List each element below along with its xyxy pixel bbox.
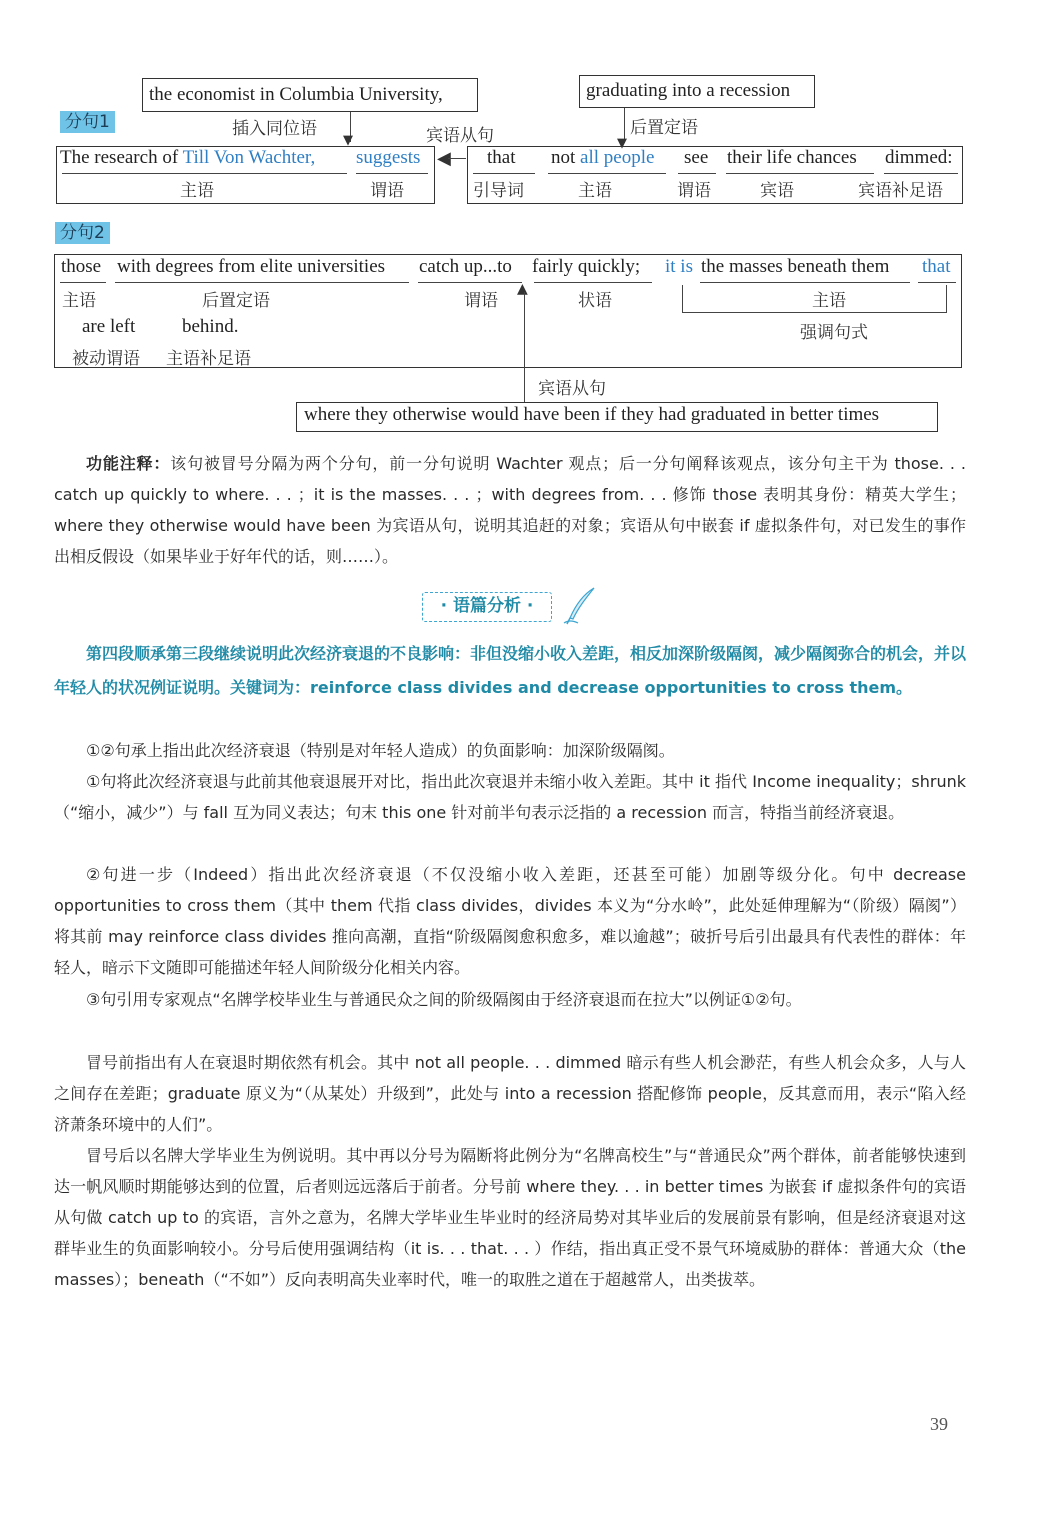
emphasis-bracket: [682, 312, 947, 313]
those-label: 主语: [62, 291, 96, 311]
complement-label: 主语补足语: [166, 349, 251, 369]
arrow-down-icon: ▼: [343, 133, 353, 148]
object-text: their life chances: [727, 147, 857, 168]
degrees-text: with degrees from elite universities: [117, 256, 386, 277]
are-left-text: are left: [82, 316, 136, 337]
quill-pen-icon: [562, 586, 598, 626]
fairly-label: 状语: [578, 291, 612, 311]
section-title: · 语篇分析 ·: [422, 592, 552, 622]
appositive-label: 插入同位语: [232, 119, 317, 139]
behind-text: behind.: [182, 316, 239, 337]
analysis-paragraph-4: ③句引用专家观点“名牌学校毕业生与普通民众之间的阶级隔阂由于经济衰退而在拉大”以例证①②句。: [86, 990, 802, 1009]
analysis-paragraph-2: ①句将此次经济衰退与此前其他衰退展开对比，指出此次衰退并未缩小收入差距。其中 it 指代 Income inequality；shrunk（“缩小，减少”）与 fall 互为同义表达；句末 this one 针对前半句表示泛指的 a recession 而言，特指当前经济衰退。: [54, 772, 966, 822]
analysis-paragraph-5: 冒号前指出有人在衰退时期依然有机会。其中 not all people. . . dimmed 暗示有些人机会渺茫，有些人机会众多，人与人之间存在差距；graduate 原义为“（从某处）升级到”，此处与 into a recession 搭配修饰 people，反其意而用，表示“陷入经济萧条环境中的人们”。: [54, 1053, 966, 1134]
arrow-up-icon: ▲: [517, 281, 528, 297]
analysis-paragraph-3: ②句进一步（Indeed）指出此次经济衰退（不仅没缩小收入差距，还甚至可能）加剧等级分化。句中 decrease opportunities to cross them（其中 them 代指 class divides，divides 本义为“分水岭”，此处延伸理解为“（阶级）隔阂”）将其前 may reinforce class divides 推向高潮，直指“阶级隔阂愈积愈多，难以逾越”；破折号后引出最具有代表性的群体：年轻人，暗示下文随即可能描述年轻人间阶级分化相关内容。: [54, 865, 966, 977]
catchup-text: catch up...to: [419, 256, 512, 277]
masses-text: the masses beneath them: [701, 256, 890, 277]
those-text: those: [61, 256, 102, 277]
that-text: that: [487, 147, 516, 168]
analysis-paragraph-6: 冒号后以名牌大学毕业生为例说明。其中再以分号为隔断将此例分为“名牌高校生”与“普通民众”两个群体，前者能够快速到达一帆风顺时期能够达到的位置，后者则远远落后于前者。分号前 where they. . . in better times 为嵌套 if 虚拟条件句的宾语从句做 catch up to 的宾语，言外之意为，名牌大学毕业生毕业时的经济局势对其毕业后的发展前景有影响，但是经济衰退对这群毕业生的负面影响较小。分号后使用强调结构（it is. . . that. . . ）作结，指出真正受不景气环境威胁的群体：普通大众（the masses）；beneath（“不如”）反向表明高失业率时代，唯一的取胜之道在于超越常人，出类拔萃。: [54, 1146, 966, 1289]
that-label: 引导词: [473, 181, 524, 201]
post-modifier-text: graduating into a recession: [586, 80, 791, 101]
object-label: 宾语: [760, 181, 794, 201]
that-emphasis: that: [922, 256, 951, 277]
page-number: 39: [930, 1414, 948, 1434]
masses-label: 主语: [812, 291, 846, 311]
subject-label: 主语: [180, 181, 214, 201]
complement-label: 宾语补足语: [858, 181, 943, 201]
arrow-left-icon: ◀: [437, 148, 451, 169]
post-modifier-label: 后置定语: [630, 118, 698, 138]
see-label: 谓语: [677, 181, 711, 201]
paragraph-summary: 第四段顺承第三段继续说明此次经济衰退的不良影响：非但没缩小收入差距，相反加深阶级隔阂，减少隔阂弥合的机会，并以年轻人的状况例证说明。关键词为：reinforce class divides and decrease opportunities to cross them。: [54, 644, 967, 697]
object-clause-label: 宾语从句: [538, 379, 606, 399]
verb-see: see: [684, 147, 709, 168]
appositive-text: the economist in Columbia University,: [149, 84, 443, 105]
clause-1-tag: 分句1: [60, 111, 115, 133]
it-is-text: it is: [665, 256, 693, 277]
verb-label: 谓语: [370, 181, 404, 201]
catchup-label: 谓语: [464, 291, 498, 311]
emphasis-label: 强调句式: [800, 323, 868, 343]
degrees-label: 后置定语: [202, 291, 270, 311]
subject-text: The research of Till Von Wachter,: [60, 147, 316, 168]
object-clause-label: 宾语从句: [426, 126, 494, 146]
clause-2-tag: 分句2: [55, 222, 110, 244]
people-label: 主语: [578, 181, 612, 201]
arrow-down-icon: ▼: [617, 136, 627, 151]
object-clause-connector: [524, 292, 525, 402]
subject-people: not all people: [551, 147, 655, 168]
where-clause-text: where they otherwise would have been if they had graduated in better times: [304, 404, 880, 425]
function-note: 功能注释：该句被冒号分隔为两个分句，前一分句说明 Wachter 观点；后一分句阐释该观点，该分句主干为 those. . . catch up quickly to where. . . ；it is the masses. . . ；with degrees from. . . 修饰 those 表明其身份：精英大学生；where they otherwise would have been 为宾语从句，说明其追赶的对象；宾语从句中嵌套 if 虚拟条件句，对已发生的事作出相反假设（如果毕业于好年代的话，则……）。: [54, 454, 966, 566]
passive-label: 被动谓语: [72, 349, 140, 369]
analysis-paragraph-1: ①②句承上指出此次经济衰退（特别是对年轻人造成）的负面影响：加深阶级隔阂。: [86, 741, 675, 760]
complement-text: dimmed:: [885, 147, 953, 168]
verb-suggests: suggests: [356, 147, 421, 168]
fairly-text: fairly quickly;: [532, 256, 641, 277]
